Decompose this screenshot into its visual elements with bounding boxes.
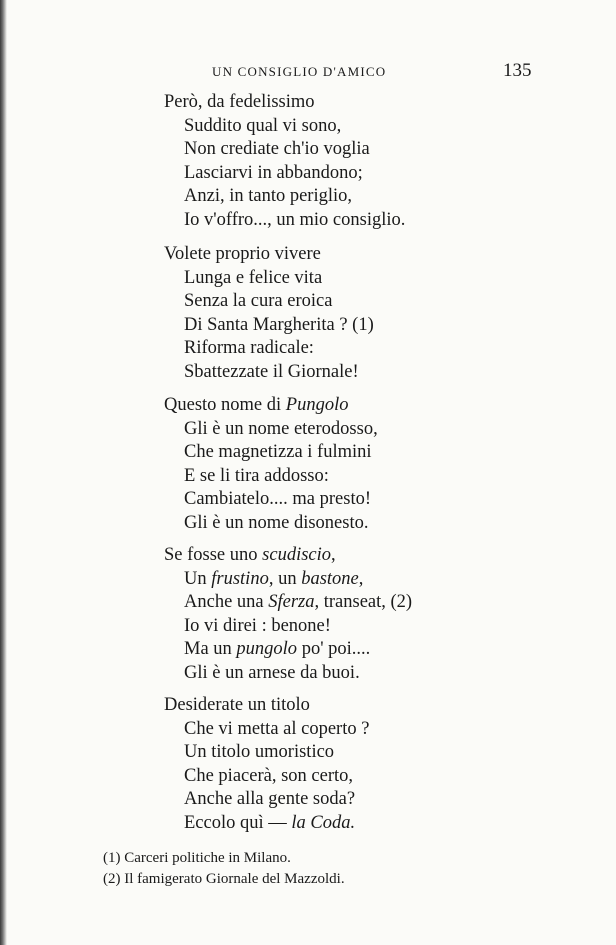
verse-line xyxy=(0,512,616,536)
verse-line xyxy=(0,694,616,718)
stanza-2 xyxy=(0,243,616,385)
italic-text: scudiscio xyxy=(262,545,332,565)
verse-text: Cambiatelo.... ma presto! xyxy=(184,489,372,510)
verse-text: Anzi, in tanto periglio, xyxy=(184,186,353,207)
verse-line xyxy=(0,337,616,361)
verse-line xyxy=(0,488,616,512)
verse-text: Non crediate ch'io voglia xyxy=(184,139,370,160)
verse-line xyxy=(0,615,616,639)
verse-line xyxy=(0,568,616,592)
verse-text: Sbattezzate il Giornale! xyxy=(184,361,359,382)
verse-line xyxy=(0,788,616,812)
stanza-5 xyxy=(0,694,616,836)
verse-text: Senza la cura eroica xyxy=(184,291,333,312)
verse-text: Gli è un arnese da buoi. xyxy=(184,662,360,683)
verse-text: Ma un xyxy=(184,639,237,660)
verse-line xyxy=(0,465,616,489)
stanza-1 xyxy=(0,91,616,233)
italic-text: bastone xyxy=(301,568,359,589)
verse-text: Anche alla gente soda? xyxy=(184,789,356,810)
verse-line xyxy=(0,209,616,233)
italic-text: Pungolo xyxy=(285,395,349,415)
footnote-2: (2) Il famigerato Giornale del Mazzoldi. xyxy=(103,871,345,887)
verse-text: Desiderate un titolo xyxy=(164,695,310,715)
running-title: UN CONSIGLIO D'AMICO xyxy=(212,64,387,79)
verse-line xyxy=(0,138,616,162)
page-number: 135 xyxy=(503,60,532,81)
footnotes xyxy=(0,848,616,890)
stanza-3 xyxy=(0,394,616,536)
stanza-4 xyxy=(0,544,616,686)
verse-line xyxy=(0,418,616,442)
verse-text: Di Santa Margherita ? (1) xyxy=(184,314,374,335)
verse-line xyxy=(0,765,616,789)
verse-text: Suddito qual vi sono, xyxy=(184,115,342,136)
verse-line xyxy=(0,115,616,139)
verse-line xyxy=(0,591,616,615)
verse-line xyxy=(0,812,616,836)
verse-text: po' poi.... xyxy=(297,639,371,660)
verse-text: E se li tira addosso: xyxy=(184,465,329,486)
footnote-1: (1) Carceri politiche in Milano. xyxy=(103,850,291,866)
verse-line xyxy=(0,267,616,291)
verse-text: , xyxy=(331,545,336,565)
verse-text: Questo nome di xyxy=(164,395,286,415)
verse-text: Volete proprio vivere xyxy=(164,244,321,264)
verse-line xyxy=(0,243,616,267)
verse-text: Gli è un nome disonesto. xyxy=(184,512,369,533)
verse-line xyxy=(0,741,616,765)
verse-text: , transeat, (2) xyxy=(314,592,413,613)
verse-text: , un xyxy=(268,568,302,589)
verse-text: , xyxy=(358,568,364,589)
verse-text: Un titolo umoristico xyxy=(184,742,335,763)
verse-line xyxy=(0,544,616,568)
verse-line xyxy=(0,185,616,209)
verse-line xyxy=(0,290,616,314)
verse-text: Io vi direi : benone! xyxy=(184,615,331,636)
italic-text: Sferza xyxy=(268,592,315,613)
verse-text: Un xyxy=(184,568,212,589)
verse-line xyxy=(0,314,616,338)
verse-line xyxy=(0,394,616,418)
verse-text: Anche una xyxy=(184,592,269,613)
verse-line xyxy=(0,162,616,186)
verse-text: Che piacerà, son certo, xyxy=(184,765,353,786)
verse-line xyxy=(0,361,616,385)
verse-text: Lunga e felice vita xyxy=(184,267,323,288)
verse-line xyxy=(0,441,616,465)
verse-text: Io v'offro..., un mio consiglio. xyxy=(184,209,406,230)
verse-text: Che vi metta al coperto ? xyxy=(184,718,370,739)
page-header xyxy=(0,60,616,84)
italic-text: frustino xyxy=(211,568,269,589)
verse-line xyxy=(0,91,616,115)
verse-text: Riforma radicale: xyxy=(184,338,314,359)
verse-text: Gli è un nome eterodosso, xyxy=(184,418,378,439)
verse-text: Eccolo quì — xyxy=(184,812,292,833)
verse-line xyxy=(0,662,616,686)
italic-text: pungolo xyxy=(236,639,298,660)
verse-text: Se fosse uno xyxy=(164,545,263,565)
verse-text: Che magnetizza i fulmini xyxy=(184,442,372,463)
verse-text: Però, da fedelissimo xyxy=(164,92,315,112)
italic-text: la Coda. xyxy=(291,812,356,833)
verse-text: Lasciarvi in abbandono; xyxy=(184,162,363,183)
verse-line xyxy=(0,718,616,742)
verse-line xyxy=(0,638,616,662)
